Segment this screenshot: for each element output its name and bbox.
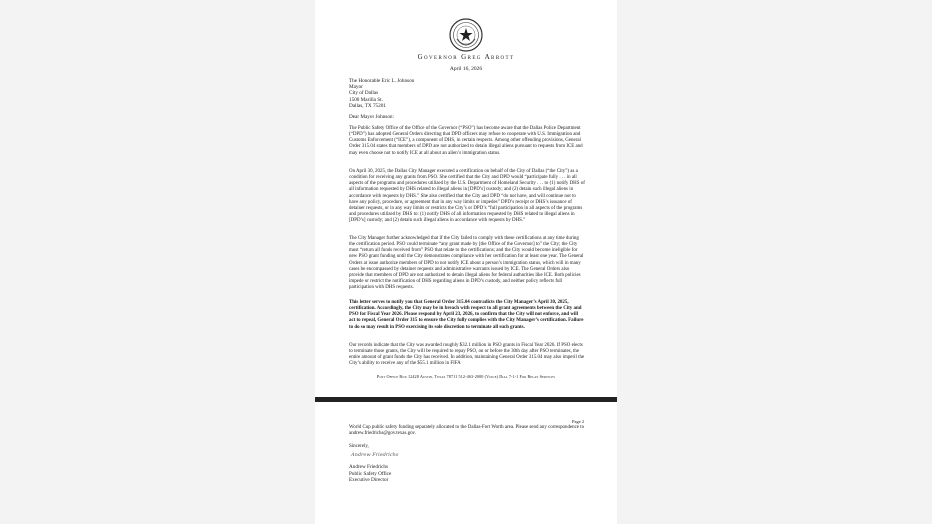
- signer-name: Andrew Friedrichs: [349, 464, 389, 470]
- recipient-organization: City of Dallas: [349, 90, 379, 97]
- governor-name-heading: Governor Greg Abbott: [417, 53, 515, 61]
- paragraph-5: Our records indicate that the City was awarded roughly $32.1 million in PSO grants in Fiscal Year 2026. If PSO elects to terminate those grants, the City will be required to repay PSO, on or before the 30th day after PSO terminates, the entire amount of grant funds the City has received. In addition, maintaining General Order 315.04 may also imperil the City’s ability to receive any of the $55.1 million in FIFA: [349, 343, 585, 367]
- paragraph-continuation: World Cup public safety funding separately allocated to the Dallas-Fort Worth area. Please send any correspondence to andrew.friedrichs@gov.texas.gov.: [349, 425, 585, 437]
- recipient-address: [349, 78, 414, 109]
- signature-block: [349, 464, 391, 484]
- paragraph-4-notice: This letter serves to notify you that General Order 315.04 contradicts the City Manager’s April 30, 2025, certification. Accordingly, the City may be in breach with respect to all grant agreements between the City and PSO for Fiscal Year 2026. Please respond by April 23, 2026, to confirm that the City will not enforce, and will act to repeal, General Order 315 to ensure the City fully complies with the City Manager’s certification. Failure to do so may result in PSO exercising its sole discretion to terminate all such grants.: [349, 300, 584, 330]
- paragraph-2: On April 30, 2025, the Dallas City Manager executed a certification on behalf of the City of Dallas (“the City”) as a condition for receiving any grants from PSO. She certified that the City and DPD would “participate fully . . . in all aspects of the programs and procedures utilized by the U.S. Department of Homeland Security . . . to (1) notify DHS of all information requested by DHS related to illegal aliens in [DPD’s] custody; and (2) detain such illegal aliens in accordance with requests by DHS.” She also certified that the City and DPD “do not have, and will continue not to have any policy, procedure, or agreement that in any way limits or impedes” DPD’s receipt or DHS’s issuance of detainer requests, or in any way limits or restricts the City’s or DPD’s “full participation in all aspects of the programs and procedures utilized by DHS to: (1) notify DHS of all information requested by DHS related to illegal aliens in [DPD’s] custody; and (2) detain such illegal aliens in accordance with requests by DHS.”: [349, 169, 585, 224]
- recipient-street: 1500 Marilla St.: [349, 96, 383, 103]
- closing: Sincerely,: [349, 444, 369, 449]
- paragraph-3: The City Manager further acknowledged that if the City failed to comply with these certifications at any time during the certification period. PSO could terminate “any grant made by [the Office of the Governor] to” the City; the City must “return all funds received from” PSO that relate to the certifications; and the City would become ineligible for new PSO grant funding until the City demonstrates compliance with her certification for at least one year. The General Orders at issue authorize members of DPD to not notify ICE about a person’s immigration status, which will in many cases be encompassed by detainer requests and administrative warrants issued by ICE. The General Orders also provide that members of DPD are not authorized to detain illegal aliens for federal authorities like ICE. Both policies impede or restrict the notification of DHS regarding aliens in DPD’s custody, and neither policy reflects full participation with DHS requests.: [349, 236, 584, 291]
- recipient-city-state: Dallas, TX 75201: [349, 102, 386, 109]
- signature: Andrew Friedrichs: [351, 452, 399, 458]
- texas-state-seal-icon: [449, 18, 483, 52]
- salutation: Dear Mayor Johnson:: [349, 114, 394, 120]
- recipient-title: Mayor: [349, 84, 363, 91]
- paragraph-1: The Public Safety Office of the Office of the Governor (“PSO”) has become aware that the Dallas Police Department (“DPD”) has adopted General Orders directing that DPD officers may refuse to cooperate with U.S. Immigration and Customs Enforcement (“ICE”), a component of DHS, in certain respects. Among other offending provisions, General Order 315.04 states that members of DPD are not authorized to detain illegal aliens pursuant to requests from ICE and may even choose not to notify ICE at all about an alien’s immigration status.: [349, 126, 583, 156]
- signer-title: Executive Director: [349, 477, 389, 484]
- page-number: Page 2: [572, 419, 585, 424]
- recipient-name: The Honorable Eric L. Johnson: [349, 78, 415, 84]
- background-left: [0, 0, 315, 524]
- footer-address: Post Office Box 12428 Austin, Texas 78711 512-463-2000 (Voice) Dial 7-1-1 For Relay Services: [376, 374, 556, 379]
- signer-office: Public Safety Office: [349, 470, 392, 477]
- letter-date: April 16, 2026: [449, 66, 483, 72]
- background-right: [617, 0, 932, 524]
